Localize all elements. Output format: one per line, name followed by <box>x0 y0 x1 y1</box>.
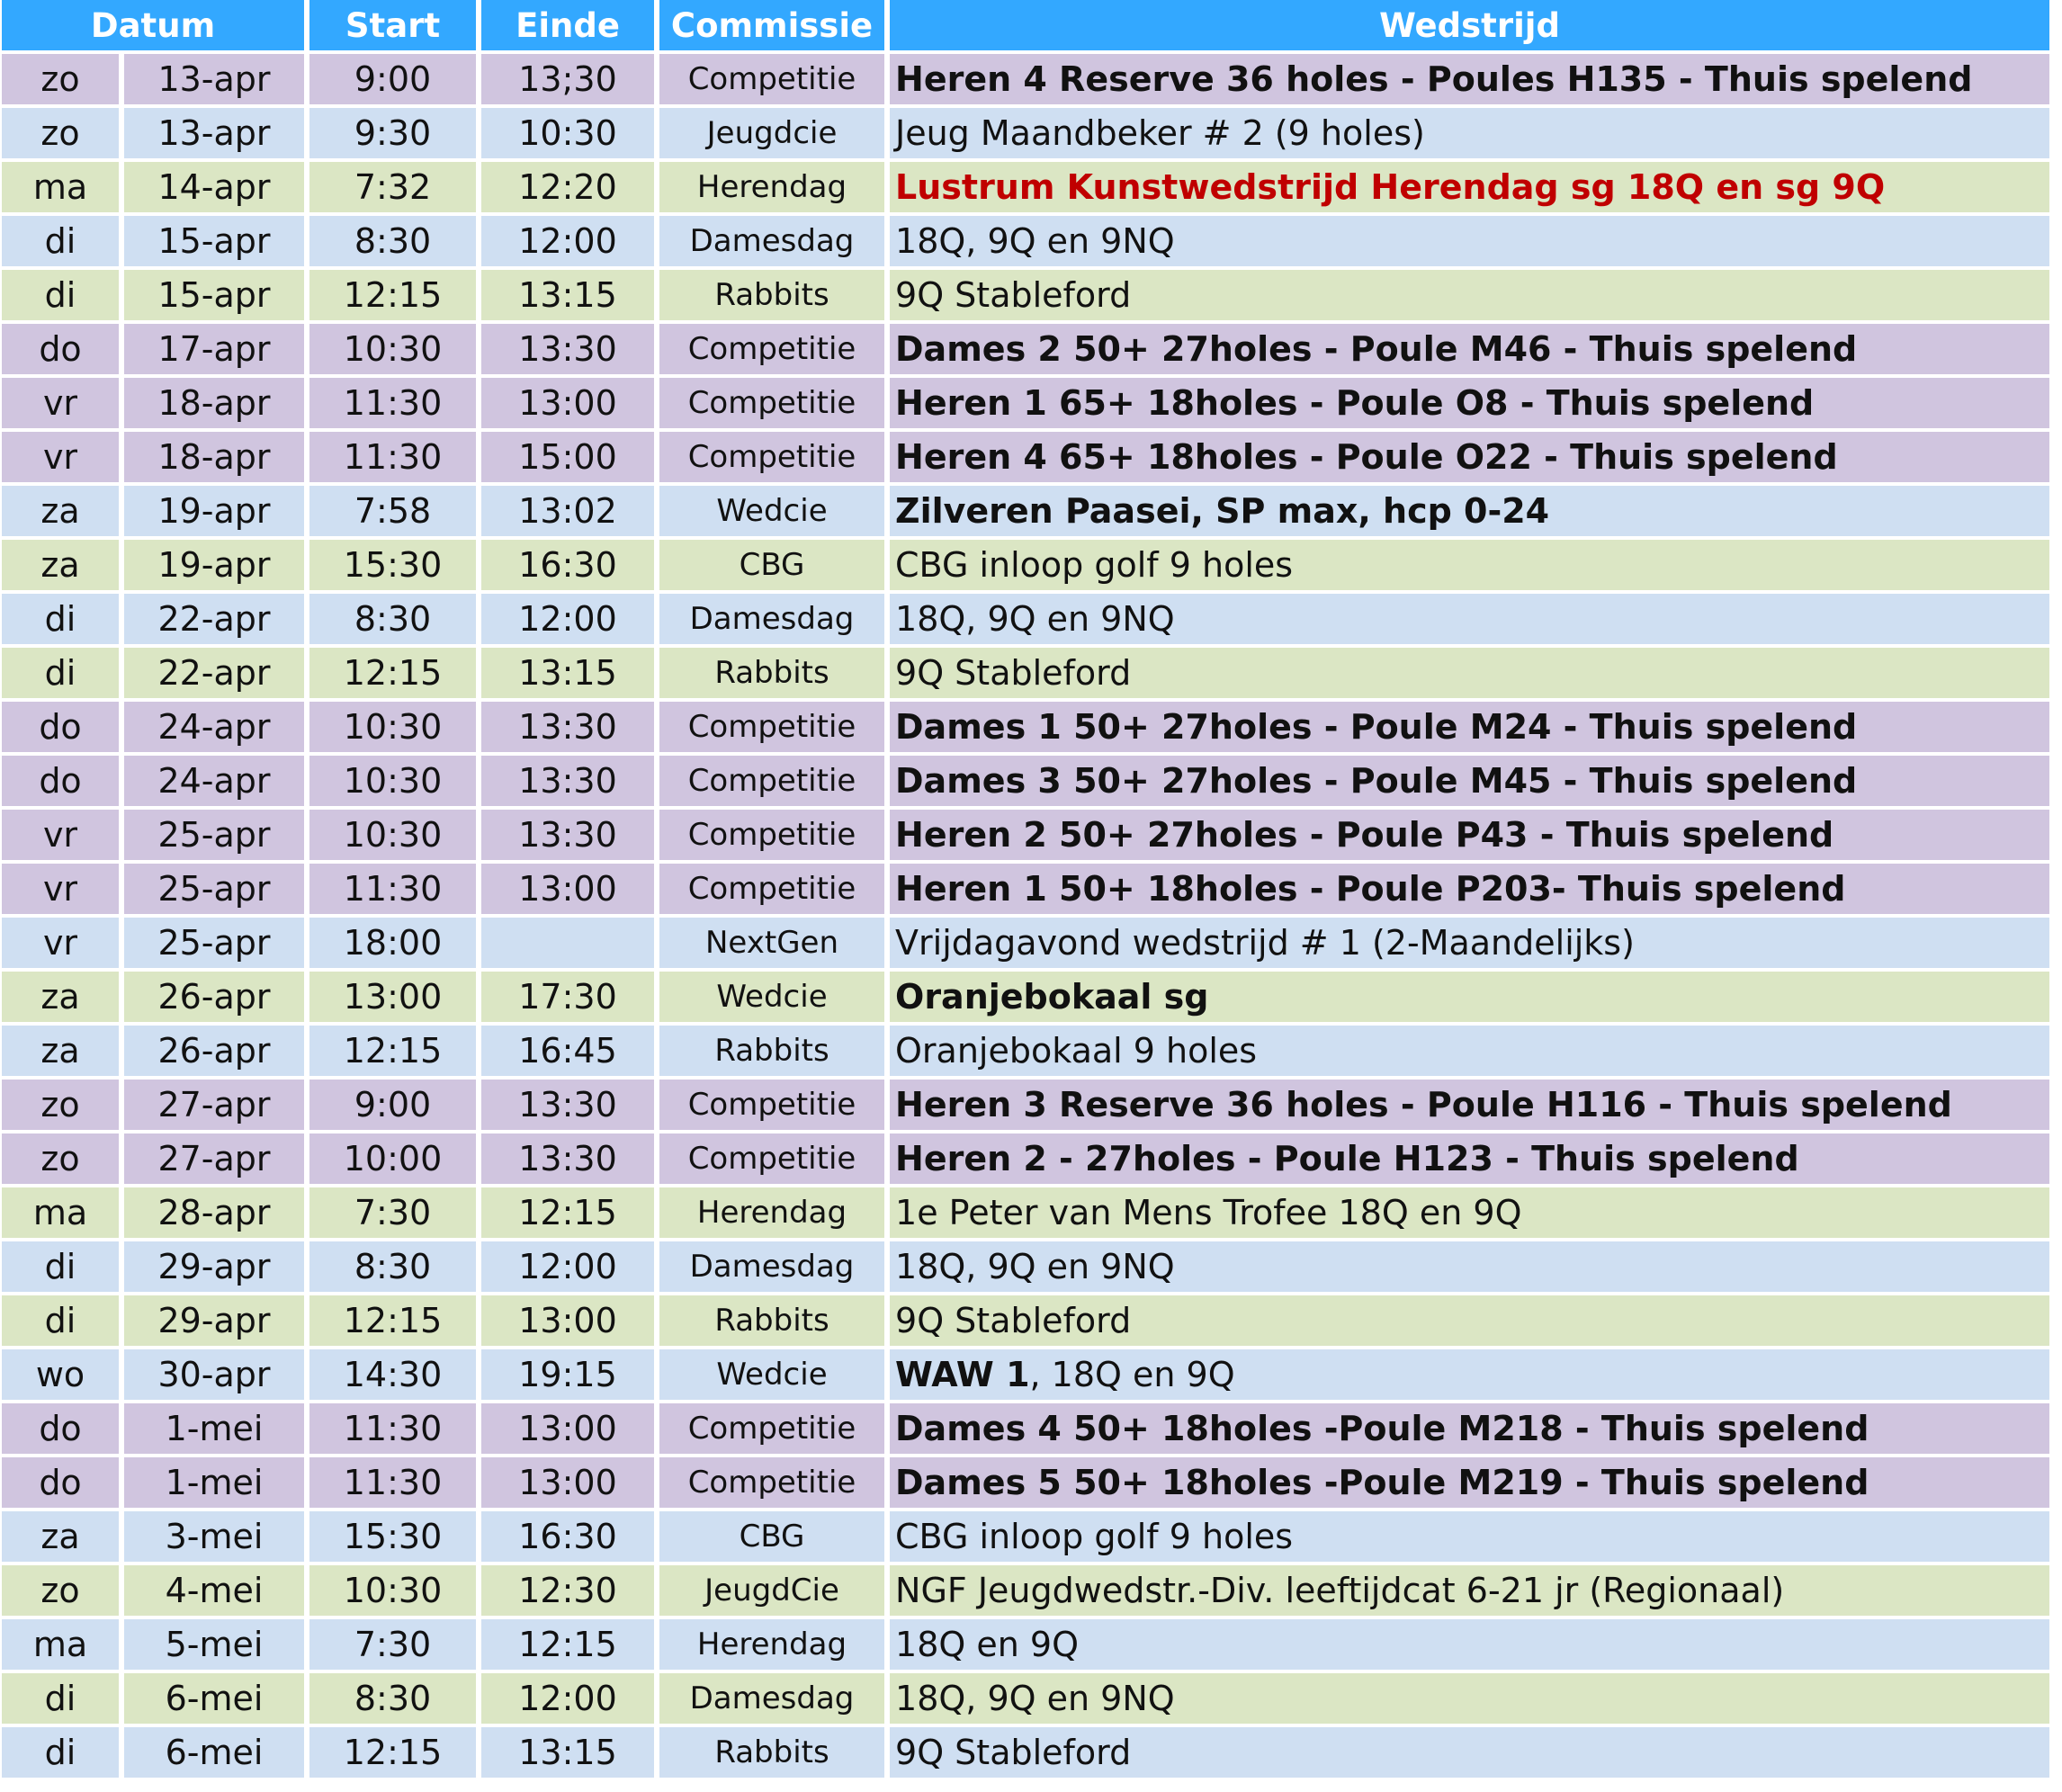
cell-day: do <box>2 1457 119 1508</box>
cell-day: di <box>2 216 119 266</box>
cell-date: 19-apr <box>124 486 304 536</box>
cell-commissie: Wedcie <box>659 972 884 1022</box>
cell-commissie: Rabbits <box>659 1727 884 1778</box>
cell-start: 8:30 <box>309 594 476 644</box>
cell-day: ma <box>2 1619 119 1670</box>
cell-wedstrijd <box>890 1026 2049 1076</box>
cell-end: 12:00 <box>481 216 654 266</box>
cell-start: 9:00 <box>309 1080 476 1130</box>
wedstrijd-text: 1e Peter van Mens Trofee 18Q en 9Q <box>895 1193 1522 1232</box>
header-datum: Datum <box>2 0 304 50</box>
cell-day: do <box>2 702 119 752</box>
table-row <box>2 702 2049 752</box>
cell-wedstrijd <box>890 1403 2049 1454</box>
cell-wedstrijd <box>890 1133 2049 1184</box>
cell-day: za <box>2 540 119 590</box>
cell-wedstrijd <box>890 702 2049 752</box>
cell-day: ma <box>2 162 119 212</box>
cell-date: 26-apr <box>124 972 304 1022</box>
cell-day: vr <box>2 810 119 860</box>
cell-commissie: Damesdag <box>659 1673 884 1724</box>
table-row <box>2 972 2049 1022</box>
cell-day: di <box>2 270 119 320</box>
cell-date: 13-apr <box>124 108 304 158</box>
cell-start: 15:30 <box>309 540 476 590</box>
wedstrijd-text: 9Q Stableford <box>895 1733 1132 1772</box>
cell-end: 13:15 <box>481 1727 654 1778</box>
wedstrijd-bold-text: Heren 2 - 27holes - Poule H123 - Thuis spelend <box>895 1139 1799 1178</box>
cell-commissie: Competitie <box>659 1133 884 1184</box>
cell-start: 12:15 <box>309 648 476 698</box>
cell-start: 11:30 <box>309 432 476 482</box>
cell-day: di <box>2 1673 119 1724</box>
table-row <box>2 432 2049 482</box>
cell-date: 25-apr <box>124 918 304 968</box>
cell-start: 9:30 <box>309 108 476 158</box>
cell-commissie: Competitie <box>659 432 884 482</box>
cell-end: 12:00 <box>481 1673 654 1724</box>
cell-end: 15:00 <box>481 432 654 482</box>
cell-end: 17:30 <box>481 972 654 1022</box>
cell-commissie: CBG <box>659 1511 884 1562</box>
cell-date: 15-apr <box>124 270 304 320</box>
table-row <box>2 1026 2049 1076</box>
table-row <box>2 1349 2049 1400</box>
cell-wedstrijd <box>890 972 2049 1022</box>
table-row <box>2 216 2049 266</box>
cell-date: 13-apr <box>124 54 304 104</box>
wedstrijd-bold-text: Dames 3 50+ 27holes - Poule M45 - Thuis spelend <box>895 761 1858 801</box>
cell-wedstrijd <box>890 432 2049 482</box>
wedstrijd-bold-text: Dames 4 50+ 18holes -Poule M218 - Thuis spelend <box>895 1409 1869 1448</box>
cell-end: 13:00 <box>481 1457 654 1508</box>
cell-start: 12:15 <box>309 270 476 320</box>
cell-date: 18-apr <box>124 432 304 482</box>
header-commissie: Commissie <box>659 0 884 50</box>
cell-wedstrijd <box>890 648 2049 698</box>
header-row <box>2 0 2049 50</box>
cell-commissie: Competitie <box>659 324 884 374</box>
wedstrijd-bold-text: Heren 3 Reserve 36 holes - Poule H116 - Thuis spelend <box>895 1085 1952 1124</box>
cell-start: 10:30 <box>309 756 476 806</box>
cell-date: 24-apr <box>124 702 304 752</box>
cell-end: 13:00 <box>481 864 654 914</box>
cell-wedstrijd <box>890 1080 2049 1130</box>
cell-commissie: Competitie <box>659 810 884 860</box>
wedstrijd-text: Vrijdagavond wedstrijd # 1 (2-Maandelijks) <box>895 923 1635 963</box>
cell-day: do <box>2 756 119 806</box>
cell-wedstrijd <box>890 1295 2049 1346</box>
wedstrijd-bold-text: Dames 2 50+ 27holes - Poule M46 - Thuis spelend <box>895 329 1858 369</box>
wedstrijd-extra-text: , 18Q en 9Q <box>1029 1355 1235 1394</box>
wedstrijd-text: 18Q, 9Q en 9NQ <box>895 221 1175 261</box>
cell-end: 13:30 <box>481 1080 654 1130</box>
cell-wedstrijd <box>890 1187 2049 1238</box>
wedstrijd-text: 9Q Stableford <box>895 653 1132 693</box>
cell-start: 7:30 <box>309 1619 476 1670</box>
header-einde: Einde <box>481 0 654 50</box>
wedstrijd-bold-text: Heren 1 65+ 18holes - Poule O8 - Thuis spelend <box>895 383 1815 423</box>
table-row <box>2 324 2049 374</box>
cell-commissie: Rabbits <box>659 1295 884 1346</box>
table-row <box>2 1080 2049 1130</box>
cell-commissie: CBG <box>659 540 884 590</box>
cell-start: 7:30 <box>309 1187 476 1238</box>
cell-end <box>481 918 654 968</box>
table-row <box>2 648 2049 698</box>
cell-date: 1-mei <box>124 1457 304 1508</box>
cell-end: 16:30 <box>481 540 654 590</box>
cell-commissie: Herendag <box>659 1187 884 1238</box>
header-wedstrijd: Wedstrijd <box>890 0 2049 50</box>
cell-end: 13:02 <box>481 486 654 536</box>
cell-day: di <box>2 1241 119 1292</box>
table-row <box>2 1565 2049 1616</box>
cell-commissie: Damesdag <box>659 1241 884 1292</box>
cell-commissie: Wedcie <box>659 1349 884 1400</box>
table-row <box>2 1511 2049 1562</box>
cell-wedstrijd <box>890 864 2049 914</box>
cell-wedstrijd <box>890 1241 2049 1292</box>
cell-start: 11:30 <box>309 378 476 428</box>
cell-date: 29-apr <box>124 1241 304 1292</box>
cell-day: za <box>2 972 119 1022</box>
table-row <box>2 1457 2049 1508</box>
cell-day: za <box>2 1026 119 1076</box>
cell-wedstrijd <box>890 378 2049 428</box>
cell-wedstrijd <box>890 270 2049 320</box>
cell-start: 8:30 <box>309 1241 476 1292</box>
wedstrijd-text: 18Q, 9Q en 9NQ <box>895 1247 1175 1286</box>
cell-end: 13:15 <box>481 270 654 320</box>
table-row <box>2 594 2049 644</box>
cell-commissie: Damesdag <box>659 216 884 266</box>
table-row <box>2 1187 2049 1238</box>
cell-day: wo <box>2 1349 119 1400</box>
cell-date: 27-apr <box>124 1080 304 1130</box>
table-row <box>2 270 2049 320</box>
table-row <box>2 1295 2049 1346</box>
cell-date: 28-apr <box>124 1187 304 1238</box>
cell-wedstrijd <box>890 1349 2049 1400</box>
table-row <box>2 486 2049 536</box>
table-row <box>2 162 2049 212</box>
table-row <box>2 540 2049 590</box>
cell-wedstrijd <box>890 108 2049 158</box>
cell-date: 15-apr <box>124 216 304 266</box>
cell-day: zo <box>2 54 119 104</box>
cell-wedstrijd <box>890 1457 2049 1508</box>
cell-date: 5-mei <box>124 1619 304 1670</box>
cell-day: zo <box>2 108 119 158</box>
cell-start: 14:30 <box>309 1349 476 1400</box>
cell-start: 11:30 <box>309 1457 476 1508</box>
cell-start: 11:30 <box>309 864 476 914</box>
schedule-body <box>2 54 2049 1778</box>
cell-start: 7:32 <box>309 162 476 212</box>
cell-start: 9:00 <box>309 54 476 104</box>
wedstrijd-text: 18Q, 9Q en 9NQ <box>895 599 1175 639</box>
cell-commissie: Damesdag <box>659 594 884 644</box>
cell-commissie: Jeugdcie <box>659 108 884 158</box>
cell-day: di <box>2 1295 119 1346</box>
table-row <box>2 108 2049 158</box>
cell-end: 13:30 <box>481 756 654 806</box>
cell-commissie: Competitie <box>659 1403 884 1454</box>
cell-start: 12:15 <box>309 1026 476 1076</box>
cell-end: 19:15 <box>481 1349 654 1400</box>
cell-start: 13:00 <box>309 972 476 1022</box>
table-row <box>2 1727 2049 1778</box>
cell-wedstrijd <box>890 594 2049 644</box>
cell-date: 6-mei <box>124 1673 304 1724</box>
table-row <box>2 1241 2049 1292</box>
cell-commissie: Rabbits <box>659 1026 884 1076</box>
cell-day: za <box>2 1511 119 1562</box>
table-row <box>2 1403 2049 1454</box>
cell-end: 13:00 <box>481 1295 654 1346</box>
cell-day: do <box>2 1403 119 1454</box>
cell-start: 12:15 <box>309 1727 476 1778</box>
cell-end: 12:20 <box>481 162 654 212</box>
cell-day: za <box>2 486 119 536</box>
cell-date: 22-apr <box>124 648 304 698</box>
cell-end: 12:00 <box>481 594 654 644</box>
cell-commissie: NextGen <box>659 918 884 968</box>
table-row <box>2 918 2049 968</box>
cell-end: 10:30 <box>481 108 654 158</box>
cell-end: 13:30 <box>481 324 654 374</box>
cell-wedstrijd <box>890 216 2049 266</box>
table-row <box>2 54 2049 104</box>
table-row <box>2 378 2049 428</box>
cell-date: 25-apr <box>124 810 304 860</box>
cell-end: 13;30 <box>481 54 654 104</box>
cell-date: 1-mei <box>124 1403 304 1454</box>
cell-start: 10:30 <box>309 1565 476 1616</box>
cell-end: 13:00 <box>481 1403 654 1454</box>
cell-start: 11:30 <box>309 1403 476 1454</box>
cell-commissie: Rabbits <box>659 648 884 698</box>
cell-wedstrijd <box>890 324 2049 374</box>
cell-commissie: Competitie <box>659 378 884 428</box>
cell-wedstrijd <box>890 1619 2049 1670</box>
cell-wedstrijd <box>890 1565 2049 1616</box>
cell-wedstrijd <box>890 918 2049 968</box>
wedstrijd-text: Oranjebokaal 9 holes <box>895 1031 1258 1071</box>
cell-date: 6-mei <box>124 1727 304 1778</box>
table-row <box>2 756 2049 806</box>
cell-date: 19-apr <box>124 540 304 590</box>
cell-commissie: Rabbits <box>659 270 884 320</box>
cell-wedstrijd <box>890 810 2049 860</box>
cell-commissie: Competitie <box>659 756 884 806</box>
cell-day: zo <box>2 1133 119 1184</box>
wedstrijd-bold-text: Heren 2 50+ 27holes - Poule P43 - Thuis spelend <box>895 815 1834 855</box>
cell-day: vr <box>2 378 119 428</box>
cell-start: 18:00 <box>309 918 476 968</box>
cell-wedstrijd <box>890 1673 2049 1724</box>
cell-start: 15:30 <box>309 1511 476 1562</box>
cell-wedstrijd <box>890 1727 2049 1778</box>
cell-commissie: Herendag <box>659 162 884 212</box>
cell-date: 24-apr <box>124 756 304 806</box>
cell-date: 3-mei <box>124 1511 304 1562</box>
cell-start: 10:30 <box>309 810 476 860</box>
wedstrijd-text: NGF Jeugdwedstr.-Div. leeftijdcat 6-21 jr (Regionaal) <box>895 1571 1785 1610</box>
cell-day: vr <box>2 918 119 968</box>
cell-end: 16:30 <box>481 1511 654 1562</box>
cell-end: 13:15 <box>481 648 654 698</box>
wedstrijd-text: Lustrum Kunstwedstrijd Herendag sg 18Q en sg 9Q <box>895 167 1886 207</box>
cell-start: 8:30 <box>309 216 476 266</box>
cell-day: vr <box>2 432 119 482</box>
wedstrijd-bold-text: Heren 4 Reserve 36 holes - Poules H135 - Thuis spelend <box>895 59 1973 99</box>
cell-commissie: Wedcie <box>659 486 884 536</box>
cell-end: 12:15 <box>481 1619 654 1670</box>
cell-day: di <box>2 594 119 644</box>
cell-wedstrijd <box>890 162 2049 212</box>
table-row <box>2 810 2049 860</box>
cell-date: 14-apr <box>124 162 304 212</box>
wedstrijd-bold-text: Dames 5 50+ 18holes -Poule M219 - Thuis spelend <box>895 1463 1869 1502</box>
cell-day: ma <box>2 1187 119 1238</box>
cell-wedstrijd <box>890 1511 2049 1562</box>
table-row <box>2 864 2049 914</box>
cell-commissie: Competitie <box>659 54 884 104</box>
table-row <box>2 1619 2049 1670</box>
wedstrijd-text: 18Q, 9Q en 9NQ <box>895 1679 1175 1718</box>
cell-wedstrijd <box>890 756 2049 806</box>
cell-end: 12:00 <box>481 1241 654 1292</box>
cell-end: 13:30 <box>481 702 654 752</box>
table-row <box>2 1133 2049 1184</box>
wedstrijd-bold-text: Heren 4 65+ 18holes - Poule O22 - Thuis spelend <box>895 437 1838 477</box>
cell-end: 13:30 <box>481 1133 654 1184</box>
cell-end: 12:30 <box>481 1565 654 1616</box>
cell-commissie: JeugdCie <box>659 1565 884 1616</box>
cell-commissie: Competitie <box>659 1080 884 1130</box>
wedstrijd-text: CBG inloop golf 9 holes <box>895 1517 1294 1556</box>
cell-date: 18-apr <box>124 378 304 428</box>
cell-day: zo <box>2 1080 119 1130</box>
cell-start: 12:15 <box>309 1295 476 1346</box>
cell-day: zo <box>2 1565 119 1616</box>
wedstrijd-bold-text: WAW 1 <box>895 1355 1030 1394</box>
wedstrijd-bold-text: Dames 1 50+ 27holes - Poule M24 - Thuis spelend <box>895 707 1858 747</box>
wedstrijd-text: 18Q en 9Q <box>895 1625 1079 1664</box>
cell-start: 8:30 <box>309 1673 476 1724</box>
cell-end: 16:45 <box>481 1026 654 1076</box>
cell-day: vr <box>2 864 119 914</box>
cell-date: 4-mei <box>124 1565 304 1616</box>
cell-start: 10:00 <box>309 1133 476 1184</box>
wedstrijd-bold-text: Heren 1 50+ 18holes - Poule P203- Thuis spelend <box>895 869 1846 909</box>
cell-date: 27-apr <box>124 1133 304 1184</box>
cell-wedstrijd <box>890 54 2049 104</box>
cell-day: di <box>2 648 119 698</box>
wedstrijd-text: 9Q Stableford <box>895 275 1132 315</box>
cell-date: 30-apr <box>124 1349 304 1400</box>
cell-day: di <box>2 1727 119 1778</box>
wedstrijd-bold-text: Oranjebokaal sg <box>895 977 1209 1017</box>
cell-date: 25-apr <box>124 864 304 914</box>
wedstrijd-text: CBG inloop golf 9 holes <box>895 545 1294 585</box>
table-row <box>2 1673 2049 1724</box>
cell-date: 22-apr <box>124 594 304 644</box>
cell-end: 13:00 <box>481 378 654 428</box>
wedstrijd-bold-text: Zilveren Paasei, SP max, hcp 0-24 <box>895 491 1550 531</box>
cell-commissie: Competitie <box>659 864 884 914</box>
cell-start: 7:58 <box>309 486 476 536</box>
cell-commissie: Herendag <box>659 1619 884 1670</box>
cell-start: 10:30 <box>309 324 476 374</box>
cell-wedstrijd <box>890 486 2049 536</box>
cell-date: 29-apr <box>124 1295 304 1346</box>
wedstrijd-text: 9Q Stableford <box>895 1301 1132 1340</box>
cell-start: 10:30 <box>309 702 476 752</box>
cell-end: 12:15 <box>481 1187 654 1238</box>
wedstrijd-text: Jeug Maandbeker # 2 (9 holes) <box>895 113 1425 153</box>
cell-commissie: Competitie <box>659 702 884 752</box>
cell-day: do <box>2 324 119 374</box>
cell-end: 13:30 <box>481 810 654 860</box>
cell-wedstrijd <box>890 540 2049 590</box>
cell-date: 26-apr <box>124 1026 304 1076</box>
cell-date: 17-apr <box>124 324 304 374</box>
cell-commissie: Competitie <box>659 1457 884 1508</box>
header-start: Start <box>309 0 476 50</box>
